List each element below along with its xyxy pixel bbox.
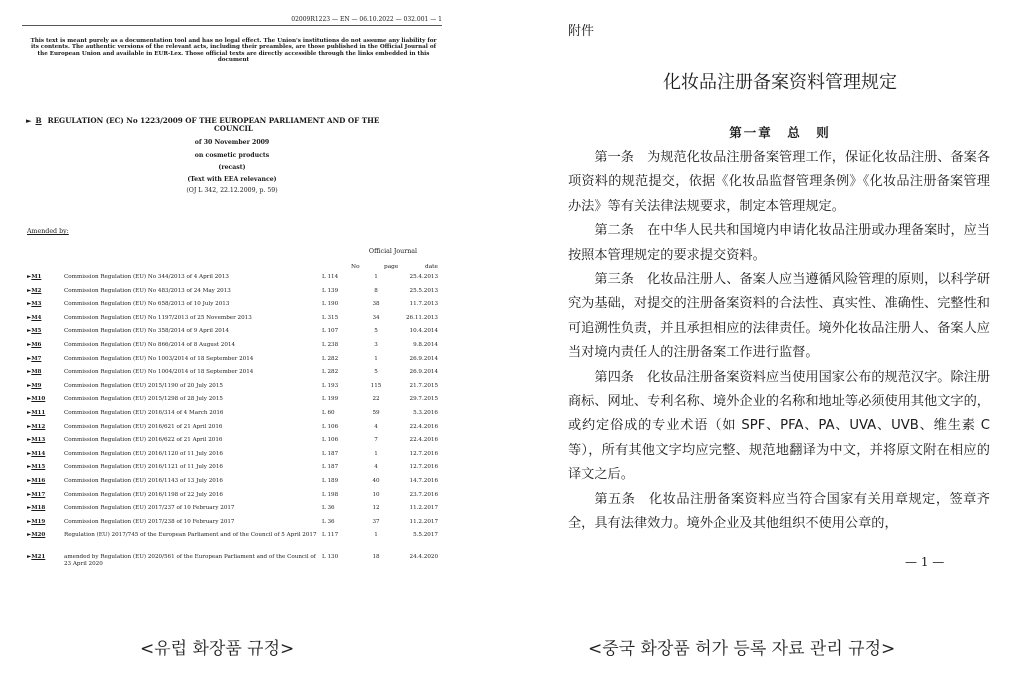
oj-number: L 199 — [322, 396, 339, 403]
oj-number: L 282 — [322, 355, 339, 362]
oj-date: 14.7.2016 — [409, 477, 438, 484]
oj-date: 26.9.2014 — [409, 369, 438, 376]
oj-page: 10 — [372, 491, 380, 498]
eu-regulation-page — [22, 0, 452, 600]
amendment-marker[interactable] — [27, 301, 60, 315]
amendment-link[interactable]: M5 — [31, 328, 42, 335]
oj-number: L 190 — [322, 301, 339, 308]
oj-page: 1 — [374, 450, 378, 457]
amendment-description: Commission Regulation (EU) 2016/1120 of 11 July 2016 — [64, 450, 223, 457]
amendment-link[interactable]: M7 — [31, 355, 42, 362]
amendment-link[interactable]: M16 — [31, 477, 46, 484]
document-header: 02009R1223 — EN — 06.10.2022 — 032.001 — 1 — [22, 16, 442, 26]
eea-line: (Text with EEA relevance) — [187, 176, 277, 183]
table-row — [27, 424, 442, 438]
arrow-icon: ► — [27, 464, 32, 471]
oj-number: L 130 — [322, 554, 339, 561]
amendment-link[interactable]: M20 — [31, 532, 46, 539]
amendment-description: Commission Regulation (EU) 2016/1121 of 11 July 2016 — [64, 464, 223, 471]
oj-date: 5.3.2016 — [413, 409, 438, 416]
amendment-marker[interactable] — [27, 328, 60, 342]
oj-page: 4 — [374, 464, 378, 471]
chapter-heading: 第一章 总 则 — [729, 125, 831, 140]
table-row — [27, 356, 442, 370]
table-row — [27, 519, 442, 533]
oj-number: L 107 — [322, 328, 339, 335]
amendment-link[interactable]: M18 — [31, 505, 46, 512]
amendment-marker[interactable] — [27, 532, 60, 554]
oj-page: 37 — [372, 518, 380, 525]
table-row — [27, 396, 442, 410]
oj-date: 23.7.2016 — [409, 491, 438, 498]
table-row — [27, 437, 442, 451]
arrow-icon: ► — [27, 301, 32, 308]
oj-page: 12 — [372, 505, 380, 512]
caption-eu: <유럽 화장품 규정> — [140, 639, 295, 659]
article-4: 第四条 化妆品注册备案资料应当使用国家公布的规范汉字。除注册商标、网址、专利名称、境外企业的名称和地址等必须使用其他文字的，或约定俗成的专业术语（如 SPF、PFA、PA、UVA、UVB、维生素 C 等），所有其他文字均应完整、规范地翻译为中文，并将原文附在相应的译文之后。 — [568, 369, 991, 483]
arrow-icon: ► — [27, 355, 32, 362]
oj-page: 1 — [374, 532, 378, 539]
amendment-link[interactable]: M14 — [31, 450, 46, 457]
amendment-link[interactable]: M4 — [31, 314, 42, 321]
arrow-icon: ► — [27, 274, 32, 280]
amendment-description: Commission Regulation (EU) No 1197/2013 of 25 November 2013 — [64, 314, 252, 321]
oj-date: 29.7.2015 — [409, 396, 438, 403]
amendment-description: Commission Regulation (EU) 2017/237 of 10 February 2017 — [64, 505, 235, 512]
amendment-marker[interactable] — [27, 437, 60, 451]
date-line: of 30 November 2009 — [194, 139, 270, 146]
oj-number: L 36 — [322, 518, 335, 525]
oj-date: 22.4.2016 — [409, 437, 438, 444]
oj-page: 5 — [374, 328, 378, 335]
amendment-description: Commission Regulation (EU) No 358/2014 of 9 April 2014 — [64, 328, 229, 335]
amendment-link[interactable]: M17 — [31, 491, 46, 498]
amendment-link[interactable]: M12 — [31, 423, 46, 430]
disclaimer-text: This text is meant purely as a documentation tool and has no legal effect. The Union's institutions do not assume any liability for its contents. The authentic versions of the relevant acts, including their preambles, are those published in the Official Journal of the European Union and available in EUR-Lex. Those official texts are directly accessible through the links embedded in this document — [30, 38, 437, 63]
table-row — [27, 369, 442, 383]
amendment-link[interactable]: M10 — [31, 396, 46, 403]
oj-page: 59 — [372, 409, 380, 416]
table-row — [27, 492, 442, 506]
oj-date: 26.11.2013 — [405, 314, 438, 321]
oj-page: 1 — [374, 274, 378, 280]
oj-date: 22.4.2016 — [409, 423, 438, 430]
article-3: 第三条 化妆品注册人、备案人应当遵循风险管理的原则，以科学研究为基础，对提交的注册备案资料的合法性、真实性、准确性、完整性和可追溯性负责，并且承担相应的法律责任。境外化妆品注册人、备案人应当对境内责任人的注册备案工作进行监督。 — [568, 272, 991, 361]
arrow-icon: ► — [27, 450, 32, 457]
oj-number: L 117 — [322, 532, 339, 539]
amendment-description: Commission Regulation (EU) 2016/314 of 4 March 2016 — [64, 409, 224, 416]
amendment-description: Commission Regulation (EU) 2015/1190 of 20 July 2015 — [64, 382, 223, 389]
amendment-marker[interactable] — [27, 424, 60, 438]
oj-number: L 198 — [322, 491, 339, 498]
amendment-marker[interactable] — [27, 519, 60, 533]
oj-number: L 187 — [322, 464, 339, 471]
table-row — [27, 410, 442, 424]
arrow-icon: ► — [27, 532, 32, 539]
table-row — [27, 315, 442, 329]
arrow-icon: ► — [27, 328, 32, 335]
col-no-heading: No — [351, 264, 360, 270]
oj-page: 4 — [374, 423, 378, 430]
table-row — [27, 288, 442, 302]
amendment-link[interactable]: M21 — [31, 554, 46, 561]
article-2: 第二条 在中华人民共和国境内申请化妆品注册或办理备案时，应当按照本管理规定的要求提交资料。 — [568, 223, 991, 263]
oj-page: 18 — [372, 554, 380, 561]
oj-page: 34 — [372, 314, 380, 321]
amendment-marker[interactable] — [27, 315, 60, 329]
amendment-description: Commission Regulation (EU) 2016/621 of 21 April 2016 — [64, 423, 223, 430]
oj-number: L 106 — [322, 423, 339, 430]
amendment-description: Regulation (EU) 2017/745 of the European Parliament and of the Council of 5 April 2017 — [64, 532, 317, 539]
article-body — [568, 146, 990, 537]
arrow-icon: ► — [27, 314, 32, 321]
amendment-marker[interactable] — [27, 369, 60, 383]
table-row — [27, 274, 442, 288]
table-row — [27, 478, 442, 492]
base-ref-link[interactable]: B — [35, 116, 42, 125]
table-row — [27, 554, 442, 576]
amendment-description: Commission Regulation (EU) No 658/2013 of 10 July 2013 — [64, 301, 230, 308]
arrow-icon: ► — [27, 369, 32, 376]
arrow-icon: ► — [27, 341, 32, 348]
oj-page: 8 — [374, 287, 378, 294]
regulation-title — [26, 117, 441, 133]
document-title: 化妆品注册备案资料管理规定 — [663, 72, 897, 93]
oj-number: L 139 — [322, 287, 339, 294]
amendment-link[interactable]: M11 — [31, 409, 46, 416]
oj-page: 40 — [372, 477, 380, 484]
official-journal-heading: Official Journal — [368, 248, 418, 255]
amendment-marker[interactable] — [27, 410, 60, 424]
oj-number: L 315 — [322, 314, 339, 321]
table-row — [27, 505, 442, 519]
amendment-marker[interactable] — [27, 554, 60, 576]
arrow-icon: ► — [27, 554, 32, 561]
oj-page: 5 — [374, 369, 378, 376]
table-row — [27, 383, 442, 397]
oj-date: 26.9.2014 — [409, 355, 438, 362]
amendment-link[interactable]: M9 — [31, 382, 42, 389]
oj-number: L 193 — [322, 382, 339, 389]
amendment-link[interactable]: M1 — [31, 274, 42, 280]
arrow-icon: ► — [27, 409, 32, 416]
amendment-marker[interactable] — [27, 464, 60, 478]
arrow-icon: ► — [27, 477, 32, 484]
arrow-icon: ► — [27, 423, 32, 430]
oj-page: 115 — [370, 382, 382, 389]
arrow-icon: ► — [27, 518, 32, 525]
arrow-icon: ► — [26, 116, 32, 125]
arrow-icon: ► — [27, 437, 32, 444]
arrow-icon: ► — [27, 382, 32, 389]
oj-number: L 282 — [322, 369, 339, 376]
table-row — [27, 328, 442, 342]
caption-china: <중국 화장품 허가 등록 자료 관리 규정> — [588, 639, 896, 659]
oj-date: 12.7.2016 — [409, 450, 438, 457]
oj-date: 21.7.2015 — [409, 382, 438, 389]
amendment-marker[interactable] — [27, 492, 60, 506]
page-number: — 1 — — [905, 555, 945, 569]
table-row — [27, 451, 442, 465]
amendment-link[interactable]: M13 — [31, 437, 46, 444]
oj-date: 12.7.2016 — [409, 464, 438, 471]
china-regulation-page — [560, 0, 1000, 600]
arrow-icon: ► — [27, 287, 32, 294]
amendment-marker[interactable] — [27, 342, 60, 356]
amendment-description: amended by Regulation (EU) 2020/561 of the European Parliament and of the Council of 23 April 2020 — [64, 554, 316, 567]
amendment-description: Commission Regulation (EU) 2016/1198 of 22 July 2016 — [64, 491, 223, 498]
amendment-marker[interactable] — [27, 396, 60, 410]
table-row — [27, 301, 442, 315]
amendment-marker[interactable] — [27, 451, 60, 465]
amendment-marker[interactable] — [27, 505, 60, 519]
amendment-description: Commission Regulation (EU) 2015/1298 of 28 July 2015 — [64, 396, 223, 403]
oj-date: 10.4.2014 — [409, 328, 438, 335]
oj-number: L 106 — [322, 437, 339, 444]
oj-date: 24.4.2020 — [409, 554, 438, 561]
recast-line: (recast) — [218, 164, 246, 171]
amendments-table — [27, 274, 442, 576]
table-row — [27, 464, 442, 478]
amendment-marker[interactable] — [27, 478, 60, 492]
amendment-description: Commission Regulation (EU) 2016/622 of 21 April 2016 — [64, 437, 223, 444]
amendment-link[interactable]: M3 — [31, 301, 42, 308]
article-1: 第一条 为规范化妆品注册备案管理工作，保证化妆品注册、备案各项资料的规范提交，依据《化妆品监督管理条例》《化妆品注册备案管理办法》等有关法律法规要求，制定本管理规定。 — [568, 150, 991, 214]
table-row — [27, 342, 442, 356]
annex-label: 附件 — [568, 24, 595, 39]
oj-number: L 187 — [322, 450, 339, 457]
oj-date: 11.2.2017 — [409, 505, 438, 512]
oj-number: L 36 — [322, 505, 335, 512]
subject-line: on cosmetic products — [194, 152, 270, 159]
amendment-link[interactable]: M8 — [31, 369, 42, 376]
oj-date: 5.5.2017 — [413, 532, 438, 539]
amendment-marker[interactable] — [27, 288, 60, 302]
title-line-2: COUNCIL — [214, 124, 253, 134]
title-line-1: REGULATION (EC) No 1223/2009 OF THE EUROPEAN PARLIAMENT AND OF THE — [47, 116, 380, 125]
oj-date: 11.2.2017 — [409, 518, 438, 525]
oj-page: 7 — [374, 437, 378, 444]
oj-page: 38 — [372, 301, 380, 308]
oj-number: L 189 — [322, 477, 339, 484]
amendment-description: Commission Regulation (EU) No 1003/2014 of 18 September 2014 — [64, 355, 254, 362]
oj-date: 25.4.2013 — [409, 274, 438, 280]
oj-date: 25.5.2013 — [409, 287, 438, 294]
article-5: 第五条 化妆品注册备案资料应当符合国家有关用章规定，签章齐全，具有法律效力。境外企业及其他组织不使用公章的， — [568, 491, 990, 532]
oj-page: 3 — [374, 341, 378, 348]
arrow-icon: ► — [27, 396, 32, 403]
oj-number: L 114 — [322, 274, 339, 280]
amendment-marker[interactable] — [27, 356, 60, 370]
amended-by-heading: Amended by: — [27, 228, 69, 235]
amendment-description: Commission Regulation (EU) No 483/2013 of 24 May 2013 — [64, 287, 231, 294]
amendment-link[interactable]: M19 — [31, 518, 46, 525]
table-row — [27, 532, 442, 554]
col-date-heading: date — [425, 264, 438, 270]
oj-number: L 60 — [322, 409, 335, 416]
oj-date: 11.7.2013 — [409, 301, 438, 308]
oj-number: L 238 — [322, 341, 339, 348]
amendment-link[interactable]: M15 — [31, 464, 46, 471]
amendment-marker[interactable] — [27, 274, 60, 288]
amendment-marker[interactable] — [27, 383, 60, 397]
oj-page: 1 — [374, 355, 378, 362]
oj-page: 22 — [372, 396, 380, 403]
amendment-description: Commission Regulation (EU) 2016/1143 of 13 July 2016 — [64, 477, 223, 484]
arrow-icon: ► — [27, 505, 32, 512]
col-page-heading: page — [384, 264, 399, 270]
amendment-description: Commission Regulation (EU) No 866/2014 of 8 August 2014 — [64, 341, 236, 348]
amendment-link[interactable]: M2 — [31, 287, 42, 294]
amendment-link[interactable]: M6 — [31, 341, 42, 348]
amendment-description: Commission Regulation (EU) No 344/2013 of 4 April 2013 — [64, 274, 229, 280]
oj-reference: (OJ L 342, 22.12.2009, p. 59) — [186, 187, 278, 194]
amendment-description: Commission Regulation (EU) 2017/238 of 10 February 2017 — [64, 518, 235, 525]
amendment-description: Commission Regulation (EU) No 1004/2014 of 18 September 2014 — [64, 369, 254, 376]
arrow-icon: ► — [27, 491, 32, 498]
oj-date: 9.8.2014 — [413, 341, 438, 348]
